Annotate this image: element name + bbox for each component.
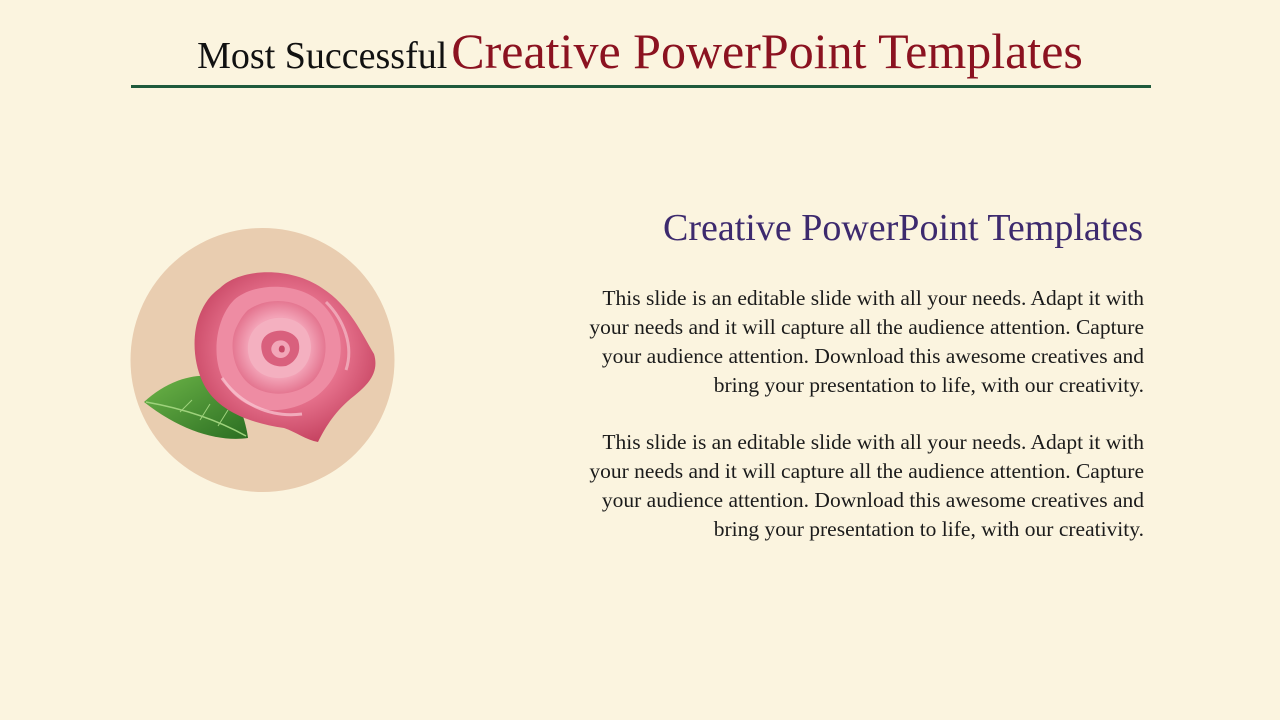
paragraph-line: This slide is an editable slide with all your needs. Adapt it with xyxy=(602,430,1144,454)
title-divider xyxy=(131,85,1151,88)
paragraph-line: your needs and it will capture all the audience attention. Capture xyxy=(589,315,1144,339)
paragraph-line: This slide is an editable slide with all your needs. Adapt it with xyxy=(602,286,1144,310)
paragraph-line: bring your presentation to life, with our creativity. xyxy=(713,373,1144,397)
paragraph-line: your audience attention. Download this awesome creatives and xyxy=(601,344,1144,368)
slide-title xyxy=(0,22,1280,80)
section-heading: Creative PowerPoint Templates xyxy=(663,207,1143,249)
paragraph-line: your audience attention. Download this awesome creatives and xyxy=(601,488,1144,512)
body-paragraph-2 xyxy=(464,428,1144,544)
paragraph-line: bring your presentation to life, with our creativity. xyxy=(713,517,1144,541)
rose-image xyxy=(130,228,395,492)
title-main: Creative PowerPoint Templates xyxy=(451,23,1083,79)
body-paragraph-1 xyxy=(464,284,1144,400)
rose-icon xyxy=(130,228,395,492)
title-prefix: Most Successful xyxy=(197,35,448,77)
paragraph-line: your needs and it will capture all the audience attention. Capture xyxy=(589,459,1144,483)
